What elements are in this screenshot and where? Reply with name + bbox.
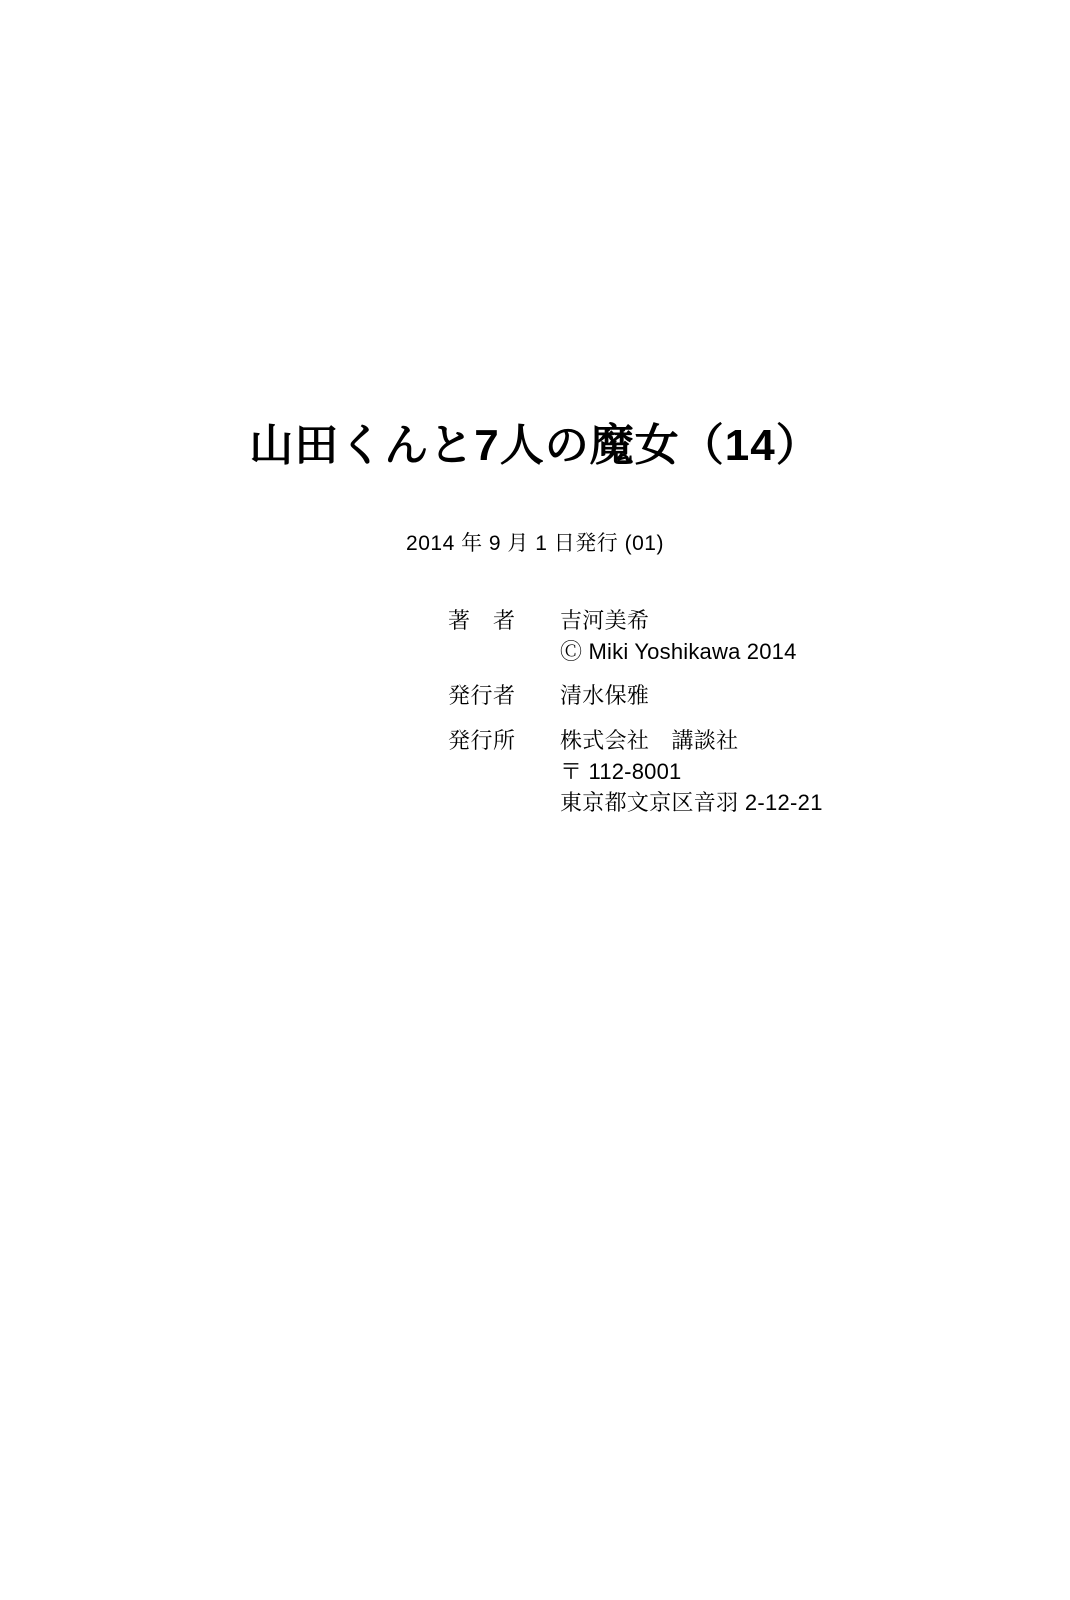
copyright-notice: Ⓒ Miki Yoshikawa 2014 xyxy=(560,639,797,665)
colophon-block xyxy=(0,420,1070,831)
credit-label-author: 著 者 xyxy=(448,607,516,633)
publisher-address: 東京都文京区音羽 2-12-21 xyxy=(560,789,823,815)
publisher-person-name: 清水保雅 xyxy=(560,683,650,709)
credit-values-publisher-company xyxy=(560,725,823,819)
credit-row-publisher-company xyxy=(448,725,1070,819)
author-name: 吉河美希 xyxy=(560,607,650,633)
book-title: 山田くんと7人の魔女（14） xyxy=(249,421,821,470)
credit-values-publisher-person xyxy=(560,680,649,711)
publication-date: 2014 年 9 月 1 日発行 (01) xyxy=(406,531,664,555)
publisher-company-name: 株式会社 講談社 xyxy=(560,727,739,753)
credits-list xyxy=(0,605,1070,831)
credit-label-publisher-company: 発行所 xyxy=(448,727,516,753)
publisher-postal-code: 〒 112-8001 xyxy=(560,758,682,784)
credit-label-publisher-person: 発行者 xyxy=(448,683,516,709)
credit-values-author xyxy=(560,605,797,667)
credit-row-publisher-person xyxy=(448,680,1070,711)
credit-row-author xyxy=(448,605,1070,667)
